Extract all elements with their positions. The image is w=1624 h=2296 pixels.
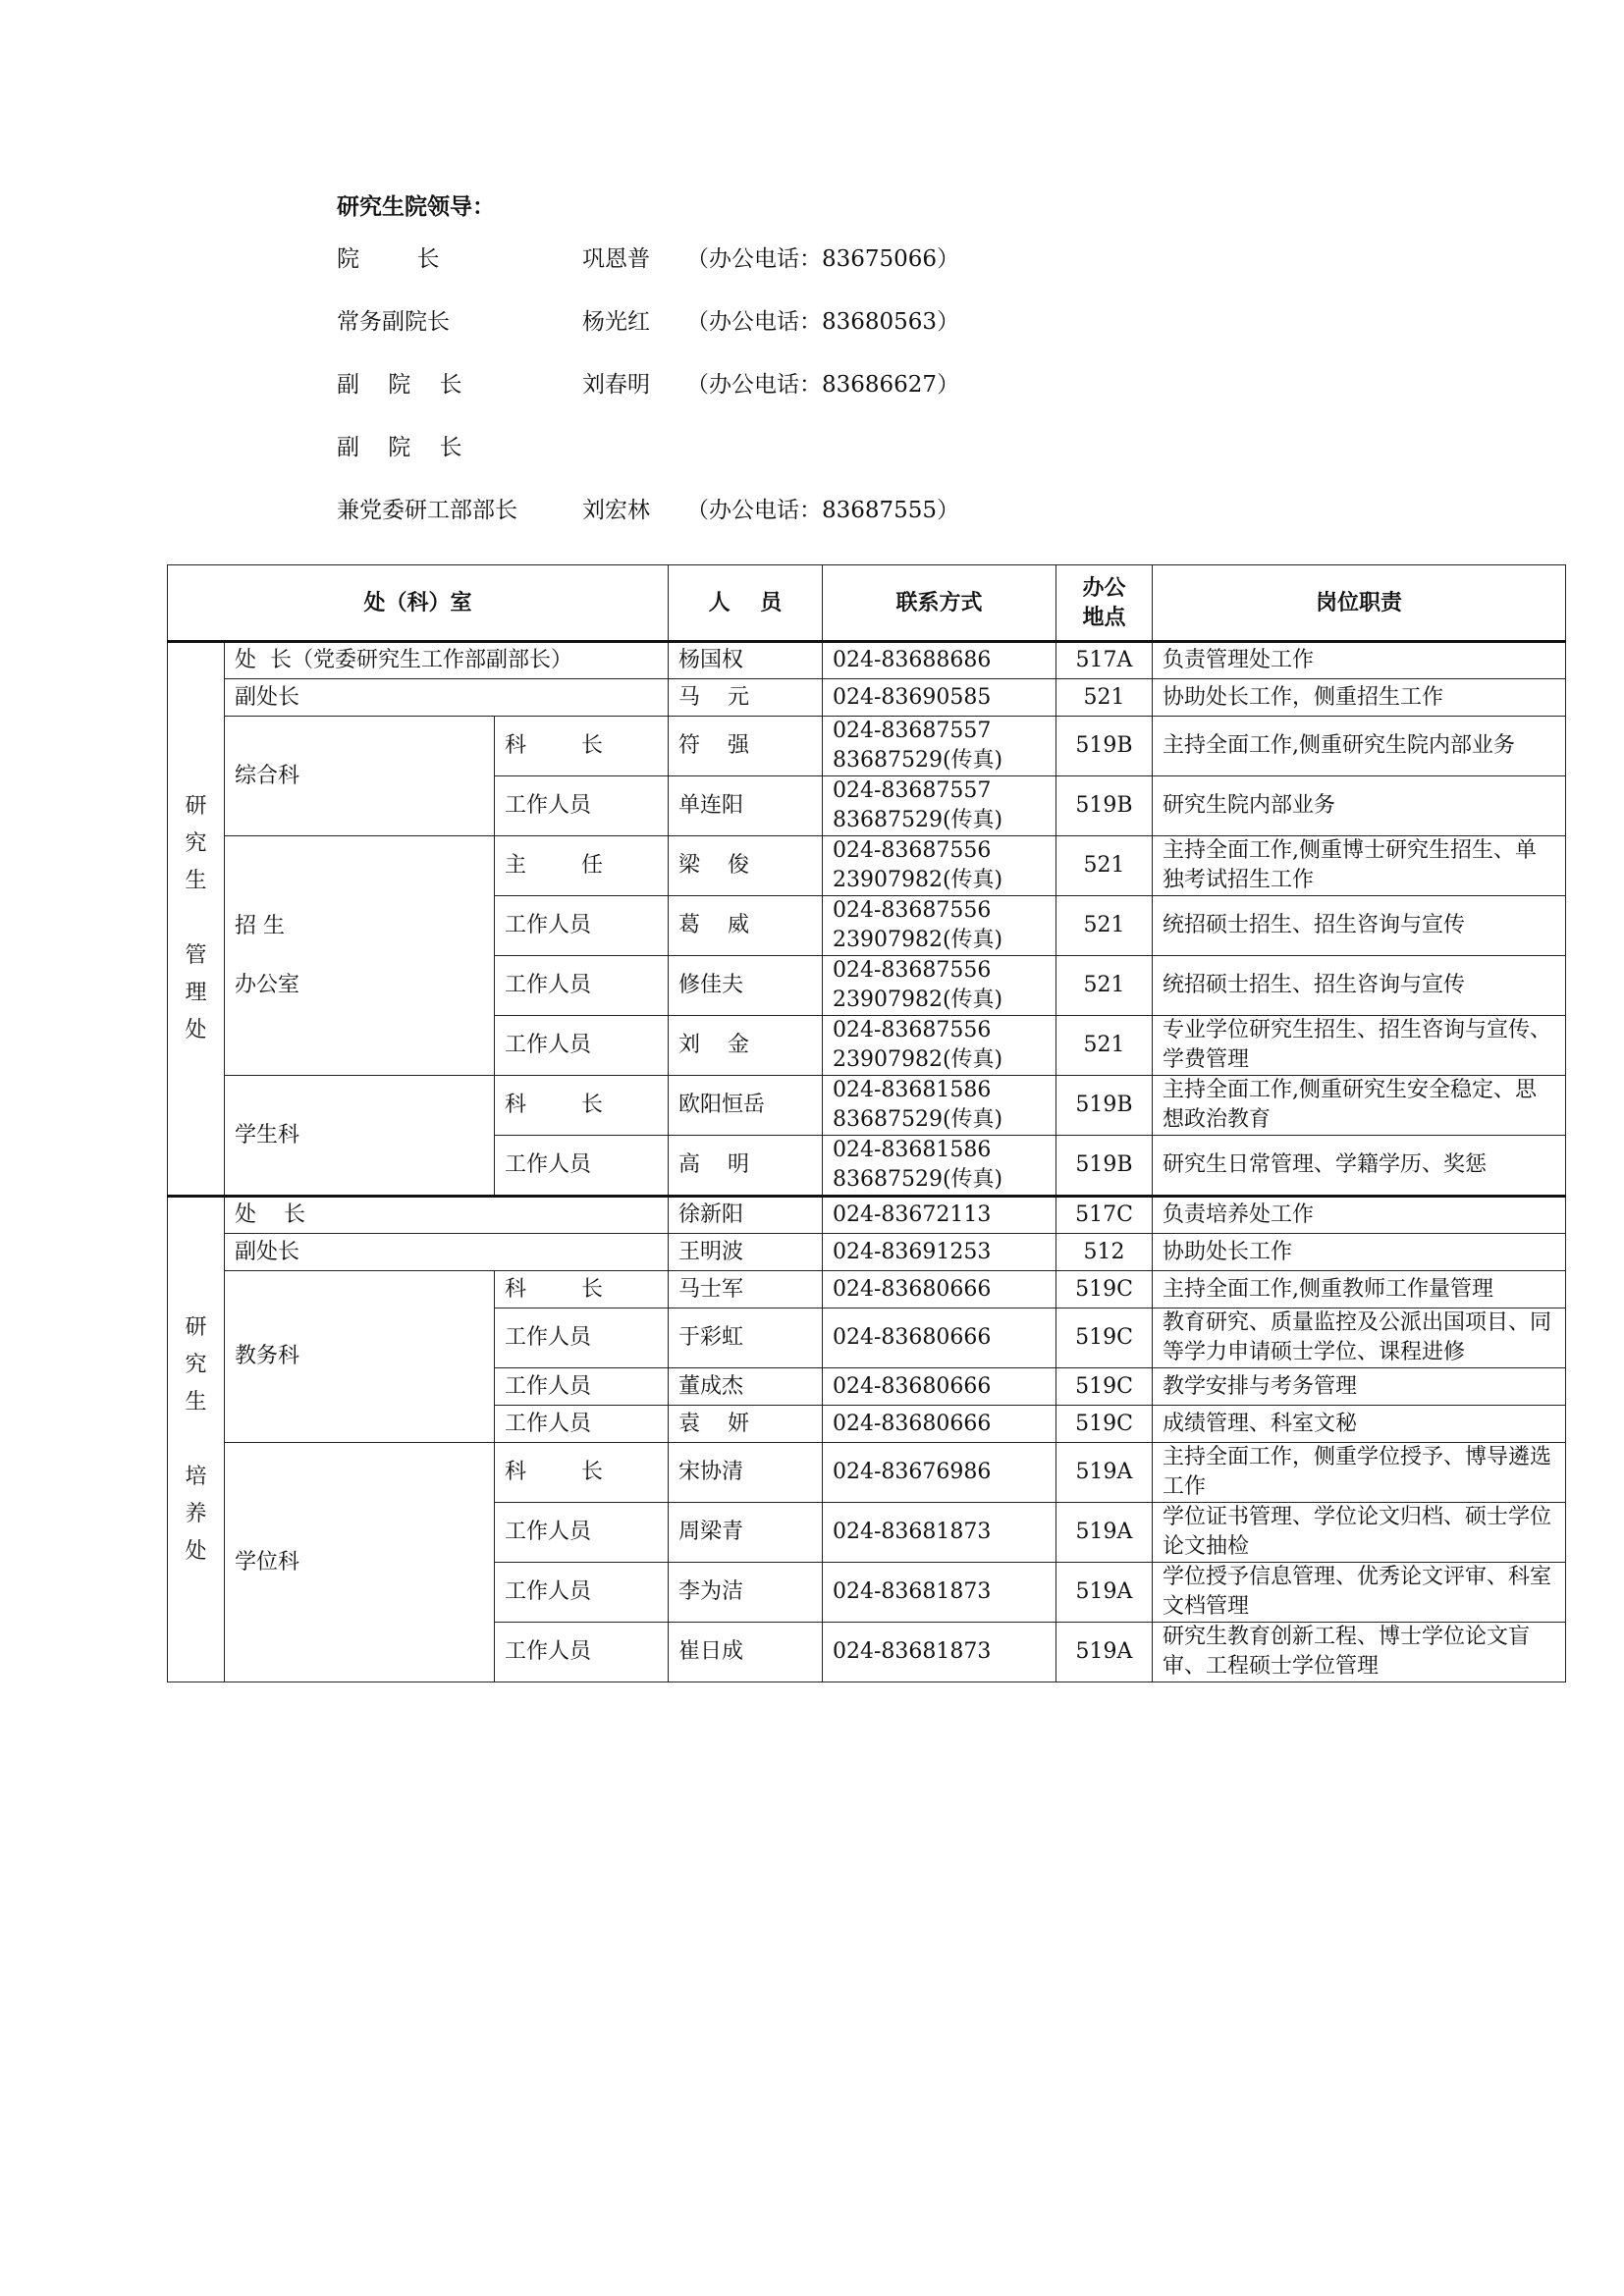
department-char: 培: [185, 1464, 207, 1489]
position-cell: 工作人员: [495, 896, 669, 956]
department-char: [185, 1421, 208, 1459]
department-char: 养: [185, 1501, 207, 1526]
person-cell: 葛 威: [669, 896, 823, 956]
contact-cell: 024-83691253: [823, 1234, 1056, 1271]
leader-title: 兼党委研工部部长: [337, 498, 517, 523]
contact-cell: 024-83680666: [823, 1368, 1056, 1406]
position-cell: 工作人员: [495, 776, 669, 836]
contact-cell: 024-83687557 83687529(传真): [823, 776, 1056, 836]
contact-cell: 024-83687556 23907982(传真): [823, 1016, 1056, 1076]
role-cell: 副处长: [225, 1234, 669, 1271]
position-cell: 工作人员: [495, 1406, 669, 1443]
leader-row: [337, 353, 1220, 416]
person-cell: 马 元: [669, 679, 823, 717]
position-cell: 工作人员: [495, 1136, 669, 1197]
table-row: [168, 679, 1566, 717]
location-cell: 519B: [1056, 1136, 1153, 1197]
table-row: [168, 1234, 1566, 1271]
contact-cell: 024-83676986: [823, 1443, 1056, 1503]
duty-cell: 专业学位研究生招生、招生咨询与宣传、学费管理: [1153, 1016, 1566, 1076]
position-cell: 工作人员: [495, 1623, 669, 1682]
leader-row: [337, 228, 1220, 291]
table-row: [168, 1443, 1566, 1503]
table-row: [168, 1271, 1566, 1308]
staff-table: [167, 564, 1566, 1682]
role-cell: 副处长: [225, 679, 669, 717]
contact-cell: 024-83681586 83687529(传真): [823, 1076, 1056, 1136]
header-office: 处（科）室: [168, 565, 669, 642]
duty-cell: 统招硕士招生、招生咨询与宣传: [1153, 896, 1566, 956]
person-cell: 高 明: [669, 1136, 823, 1197]
duty-cell: 主持全面工作,侧重教师工作量管理: [1153, 1271, 1566, 1308]
contact-cell: 024-83687556 23907982(传真): [823, 956, 1056, 1016]
contact-cell: 024-83690585: [823, 679, 1056, 717]
duty-cell: 主持全面工作,侧重博士研究生招生、单独考试招生工作: [1153, 836, 1566, 896]
header-location: 办公 地点: [1056, 565, 1153, 642]
location-cell: 521: [1056, 1016, 1153, 1076]
duty-cell: 主持全面工作,侧重研究生院内部业务: [1153, 717, 1566, 776]
department-char: 究: [185, 831, 207, 856]
position-cell: 科 长: [495, 1076, 669, 1136]
leader-row: [337, 416, 1220, 479]
department-char: 研: [185, 794, 207, 819]
department-char: 理: [185, 981, 207, 1005]
contact-cell: 024-83680666: [823, 1406, 1056, 1443]
department-char: 处: [185, 1018, 207, 1042]
duty-cell: 教育研究、质量监控及公派出国项目、同等学力申请硕士学位、课程进修: [1153, 1308, 1566, 1368]
department-cell: [168, 642, 225, 1197]
position-cell: 工作人员: [495, 1368, 669, 1406]
person-cell: 李为洁: [669, 1563, 823, 1623]
person-cell: 于彩虹: [669, 1308, 823, 1368]
department-char: 管: [185, 943, 207, 968]
location-cell: 519B: [1056, 1076, 1153, 1136]
leader-title: 副 院 长: [337, 435, 462, 460]
person-cell: 杨国权: [669, 642, 823, 679]
location-cell: 519B: [1056, 717, 1153, 776]
leaders-section: [337, 187, 1220, 542]
location-cell: 521: [1056, 956, 1153, 1016]
role-cell: 处 长: [225, 1197, 669, 1234]
table-header-row: [168, 565, 1566, 642]
position-cell: 工作人员: [495, 1308, 669, 1368]
section-cell: 招 生 办公室: [225, 836, 495, 1076]
leaders-heading: 研究生院领导：: [337, 193, 495, 220]
position-cell: 工作人员: [495, 1503, 669, 1563]
location-cell: 519C: [1056, 1406, 1153, 1443]
leader-name: 刘春明: [582, 372, 650, 398]
leader-row: [337, 479, 1220, 542]
leader-phone: （办公电话：83686627）: [686, 372, 960, 398]
department-char: [185, 900, 208, 937]
person-cell: 袁 妍: [669, 1406, 823, 1443]
location-cell: 519A: [1056, 1563, 1153, 1623]
department-name: [185, 1309, 208, 1571]
duty-cell: 教学安排与考务管理: [1153, 1368, 1566, 1406]
location-cell: 519A: [1056, 1623, 1153, 1682]
location-cell: 519C: [1056, 1368, 1153, 1406]
location-cell: 519A: [1056, 1443, 1153, 1503]
contact-cell: 024-83688686: [823, 642, 1056, 679]
location-cell: 519B: [1056, 776, 1153, 836]
location-cell: 521: [1056, 836, 1153, 896]
duty-cell: 成绩管理、科室文秘: [1153, 1406, 1566, 1443]
department-char: 处: [185, 1538, 207, 1564]
location-cell: 519C: [1056, 1308, 1153, 1368]
department-char: 生: [185, 1389, 207, 1415]
leader-row: [337, 291, 1220, 353]
contact-cell: 024-83680666: [823, 1271, 1056, 1308]
duty-cell: 协助处长工作，侧重招生工作: [1153, 679, 1566, 717]
leader-phone: （办公电话：83675066）: [686, 246, 960, 272]
department-char: 研: [185, 1314, 207, 1340]
duty-cell: 主持全面工作，侧重学位授予、博导遴选工作: [1153, 1443, 1566, 1503]
person-cell: 欧阳恒岳: [669, 1076, 823, 1136]
header-duty: 岗位职责: [1153, 565, 1566, 642]
leader-title: 副 院 长: [337, 372, 462, 398]
duty-cell: 主持全面工作,侧重研究生安全稳定、思想政治教育: [1153, 1076, 1566, 1136]
position-cell: 科 长: [495, 1271, 669, 1308]
contact-cell: 024-83681873: [823, 1563, 1056, 1623]
location-cell: 519A: [1056, 1503, 1153, 1563]
position-cell: 科 长: [495, 1443, 669, 1503]
person-cell: 崔日成: [669, 1623, 823, 1682]
duty-cell: 研究生院内部业务: [1153, 776, 1566, 836]
section-cell: 综合科: [225, 717, 495, 836]
department-char: 生: [185, 869, 207, 893]
person-cell: 刘 金: [669, 1016, 823, 1076]
table-row: [168, 1076, 1566, 1136]
duty-cell: 研究生教育创新工程、博士学位论文盲审、工程硕士学位管理: [1153, 1623, 1566, 1682]
contact-cell: 024-83681873: [823, 1503, 1056, 1563]
table-row: [168, 717, 1566, 776]
contact-cell: 024-83681586 83687529(传真): [823, 1136, 1056, 1197]
department-char: 究: [185, 1352, 207, 1377]
table-row: [168, 1197, 1566, 1234]
duty-cell: 负责培养处工作: [1153, 1197, 1566, 1234]
duty-cell: 协助处长工作: [1153, 1234, 1566, 1271]
person-cell: 王明波: [669, 1234, 823, 1271]
position-cell: 工作人员: [495, 956, 669, 1016]
leader-title: 院 长: [337, 246, 440, 272]
location-cell: 517A: [1056, 642, 1153, 679]
contact-cell: 024-83687556 23907982(传真): [823, 896, 1056, 956]
person-cell: 董成杰: [669, 1368, 823, 1406]
department-cell: [168, 1197, 225, 1682]
location-cell: 512: [1056, 1234, 1153, 1271]
contact-cell: 024-83687556 23907982(传真): [823, 836, 1056, 896]
role-cell: 处 长（党委研究生工作部副部长）: [225, 642, 669, 679]
leader-name: 刘宏林: [582, 498, 650, 523]
person-cell: 符 强: [669, 717, 823, 776]
department-name: [185, 788, 208, 1049]
contact-cell: 024-83681873: [823, 1623, 1056, 1682]
location-cell: 521: [1056, 896, 1153, 956]
contact-cell: 024-83687557 83687529(传真): [823, 717, 1056, 776]
location-cell: 517C: [1056, 1197, 1153, 1234]
leader-name: 巩恩普: [582, 246, 650, 272]
person-cell: 周梁青: [669, 1503, 823, 1563]
leader-name: 杨光红: [582, 309, 650, 335]
person-cell: 宋协清: [669, 1443, 823, 1503]
duty-cell: 学位证书管理、学位论文归档、硕士学位论文抽检: [1153, 1503, 1566, 1563]
person-cell: 徐新阳: [669, 1197, 823, 1234]
position-cell: 工作人员: [495, 1563, 669, 1623]
duty-cell: 统招硕士招生、招生咨询与宣传: [1153, 956, 1566, 1016]
person-cell: 梁 俊: [669, 836, 823, 896]
duty-cell: 负责管理处工作: [1153, 642, 1566, 679]
position-cell: 科 长: [495, 717, 669, 776]
leader-title: 常务副院长: [337, 309, 450, 335]
table-row: [168, 836, 1566, 896]
leader-phone: （办公电话：83680563）: [686, 309, 960, 335]
position-cell: 主 任: [495, 836, 669, 896]
person-cell: 马士军: [669, 1271, 823, 1308]
contact-cell: 024-83680666: [823, 1308, 1056, 1368]
header-person: 人 员: [669, 565, 823, 642]
contact-cell: 024-83672113: [823, 1197, 1056, 1234]
table-row: [168, 642, 1566, 679]
duty-cell: 研究生日常管理、学籍学历、奖惩: [1153, 1136, 1566, 1197]
leader-phone: （办公电话：83687555）: [686, 498, 960, 523]
location-cell: 521: [1056, 679, 1153, 717]
section-cell: 学位科: [225, 1443, 495, 1682]
section-cell: 学生科: [225, 1076, 495, 1197]
position-cell: 工作人员: [495, 1016, 669, 1076]
person-cell: 单连阳: [669, 776, 823, 836]
person-cell: 修佳夫: [669, 956, 823, 1016]
header-contact: 联系方式: [823, 565, 1056, 642]
section-cell: 教务科: [225, 1271, 495, 1443]
location-cell: 519C: [1056, 1271, 1153, 1308]
duty-cell: 学位授予信息管理、优秀论文评审、科室文档管理: [1153, 1563, 1566, 1623]
